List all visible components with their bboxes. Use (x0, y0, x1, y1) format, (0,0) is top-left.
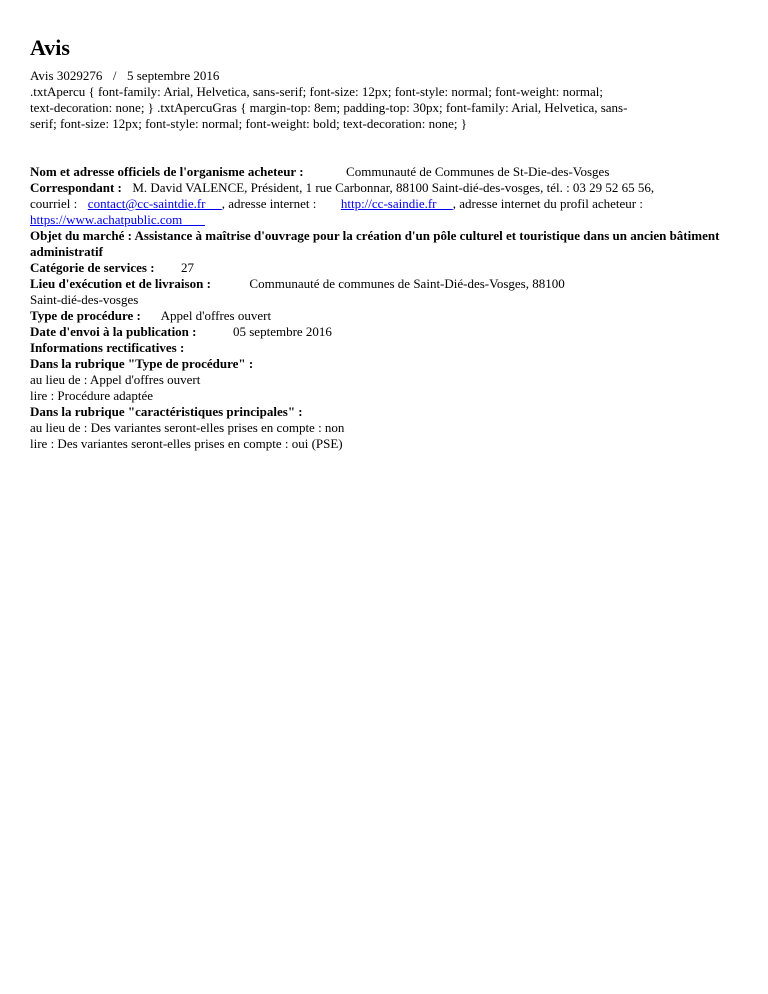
categorie-row (30, 260, 750, 276)
avis-number: Avis 3029276 (30, 68, 103, 83)
date-envoi-row (30, 324, 750, 340)
categorie-label: Catégorie de services : (30, 260, 155, 275)
notice-body (30, 164, 750, 452)
courriel-label: courriel : (30, 196, 78, 211)
contact-row (30, 196, 750, 212)
type-procedure-label: Type de procédure : (30, 308, 141, 323)
objet-label: Objet du marché : (30, 228, 132, 243)
rubrique-caracteristiques-lire: lire : Des variantes seront-elles prises en compte : oui (PSE) (30, 436, 343, 451)
rectificatives-heading: Informations rectificatives : (30, 340, 185, 355)
page-title: Avis (30, 35, 70, 60)
adresse-internet-link[interactable]: http://cc-saindie.fr (340, 196, 437, 211)
correspondant-label: Correspondant : (30, 180, 122, 195)
lieu-value: Communauté de communes de Saint-Dié-des-Vosges, 88100 (249, 276, 565, 291)
adresse-internet-label: , adresse internet : (221, 196, 317, 211)
type-procedure-row (30, 308, 750, 324)
courriel-link[interactable]: contact@cc-saintdie.fr (87, 196, 206, 211)
lieu-label: Lieu d'exécution et de livraison : (30, 276, 211, 291)
objet-row (30, 228, 750, 260)
rubrique-type-heading: Dans la rubrique "Type de procédure" : (30, 356, 254, 371)
lieu-value-continued: Saint-dié-des-vosges (30, 292, 139, 307)
profil-acheteur-link[interactable]: https://www.achatpublic.com (30, 212, 183, 227)
rubrique-caracteristiques-heading: Dans la rubrique "caractéristiques principales" : (30, 404, 303, 419)
profil-row (30, 212, 750, 228)
notice-page (30, 0, 750, 452)
categorie-value: 27 (181, 260, 195, 275)
organisme-value: Communauté de Communes de St-Die-des-Vosges (346, 164, 610, 179)
meta-separator: / (112, 68, 117, 83)
type-procedure-value: Appel d'offres ouvert (160, 308, 272, 323)
date-envoi-label: Date d'envoi à la publication : (30, 324, 197, 339)
correspondant-row (30, 180, 750, 196)
profil-acheteur-label: , adresse internet du profil acheteur : (452, 196, 643, 211)
lieu-row (30, 276, 750, 292)
date-envoi-value: 05 septembre 2016 (233, 324, 332, 339)
rubrique-caracteristiques-au-lieu-de: au lieu de : Des variantes seront-elles prises en compte : non (30, 420, 345, 435)
notice-meta (30, 68, 750, 84)
organisme-row (30, 164, 750, 180)
objet-value: Assistance à maîtrise d'ouvrage pour la création d'un pôle culturel et touristique dans un ancien bâtiment administratif (30, 228, 720, 259)
rubrique-type-lire: lire : Procédure adaptée (30, 388, 154, 403)
organisme-label: Nom et adresse officiels de l'organisme acheteur : (30, 164, 304, 179)
notice-date: 5 septembre 2016 (126, 68, 220, 83)
correspondant-value: M. David VALENCE, Président, 1 rue Carbonnar, 88100 Saint-dié-des-vosges, tél. : 03 29 52 65 56, (132, 180, 655, 195)
rubrique-type-au-lieu-de: au lieu de : Appel d'offres ouvert (30, 372, 201, 387)
lieu-row-continued (30, 292, 750, 308)
stylesheet-text: .txtApercu { font-family: Arial, Helvetica, sans-serif; font-size: 12px; font-style: normal; font-weight: normal; text-decoration: none; } .txtApercuGras { margin-top: 8em; padding-top: 30px; font-family: Arial, Helvetica, sans-serif; font-size: 12px; font-style: normal; font-weight: bold; text-decoration: none; } (30, 84, 628, 131)
